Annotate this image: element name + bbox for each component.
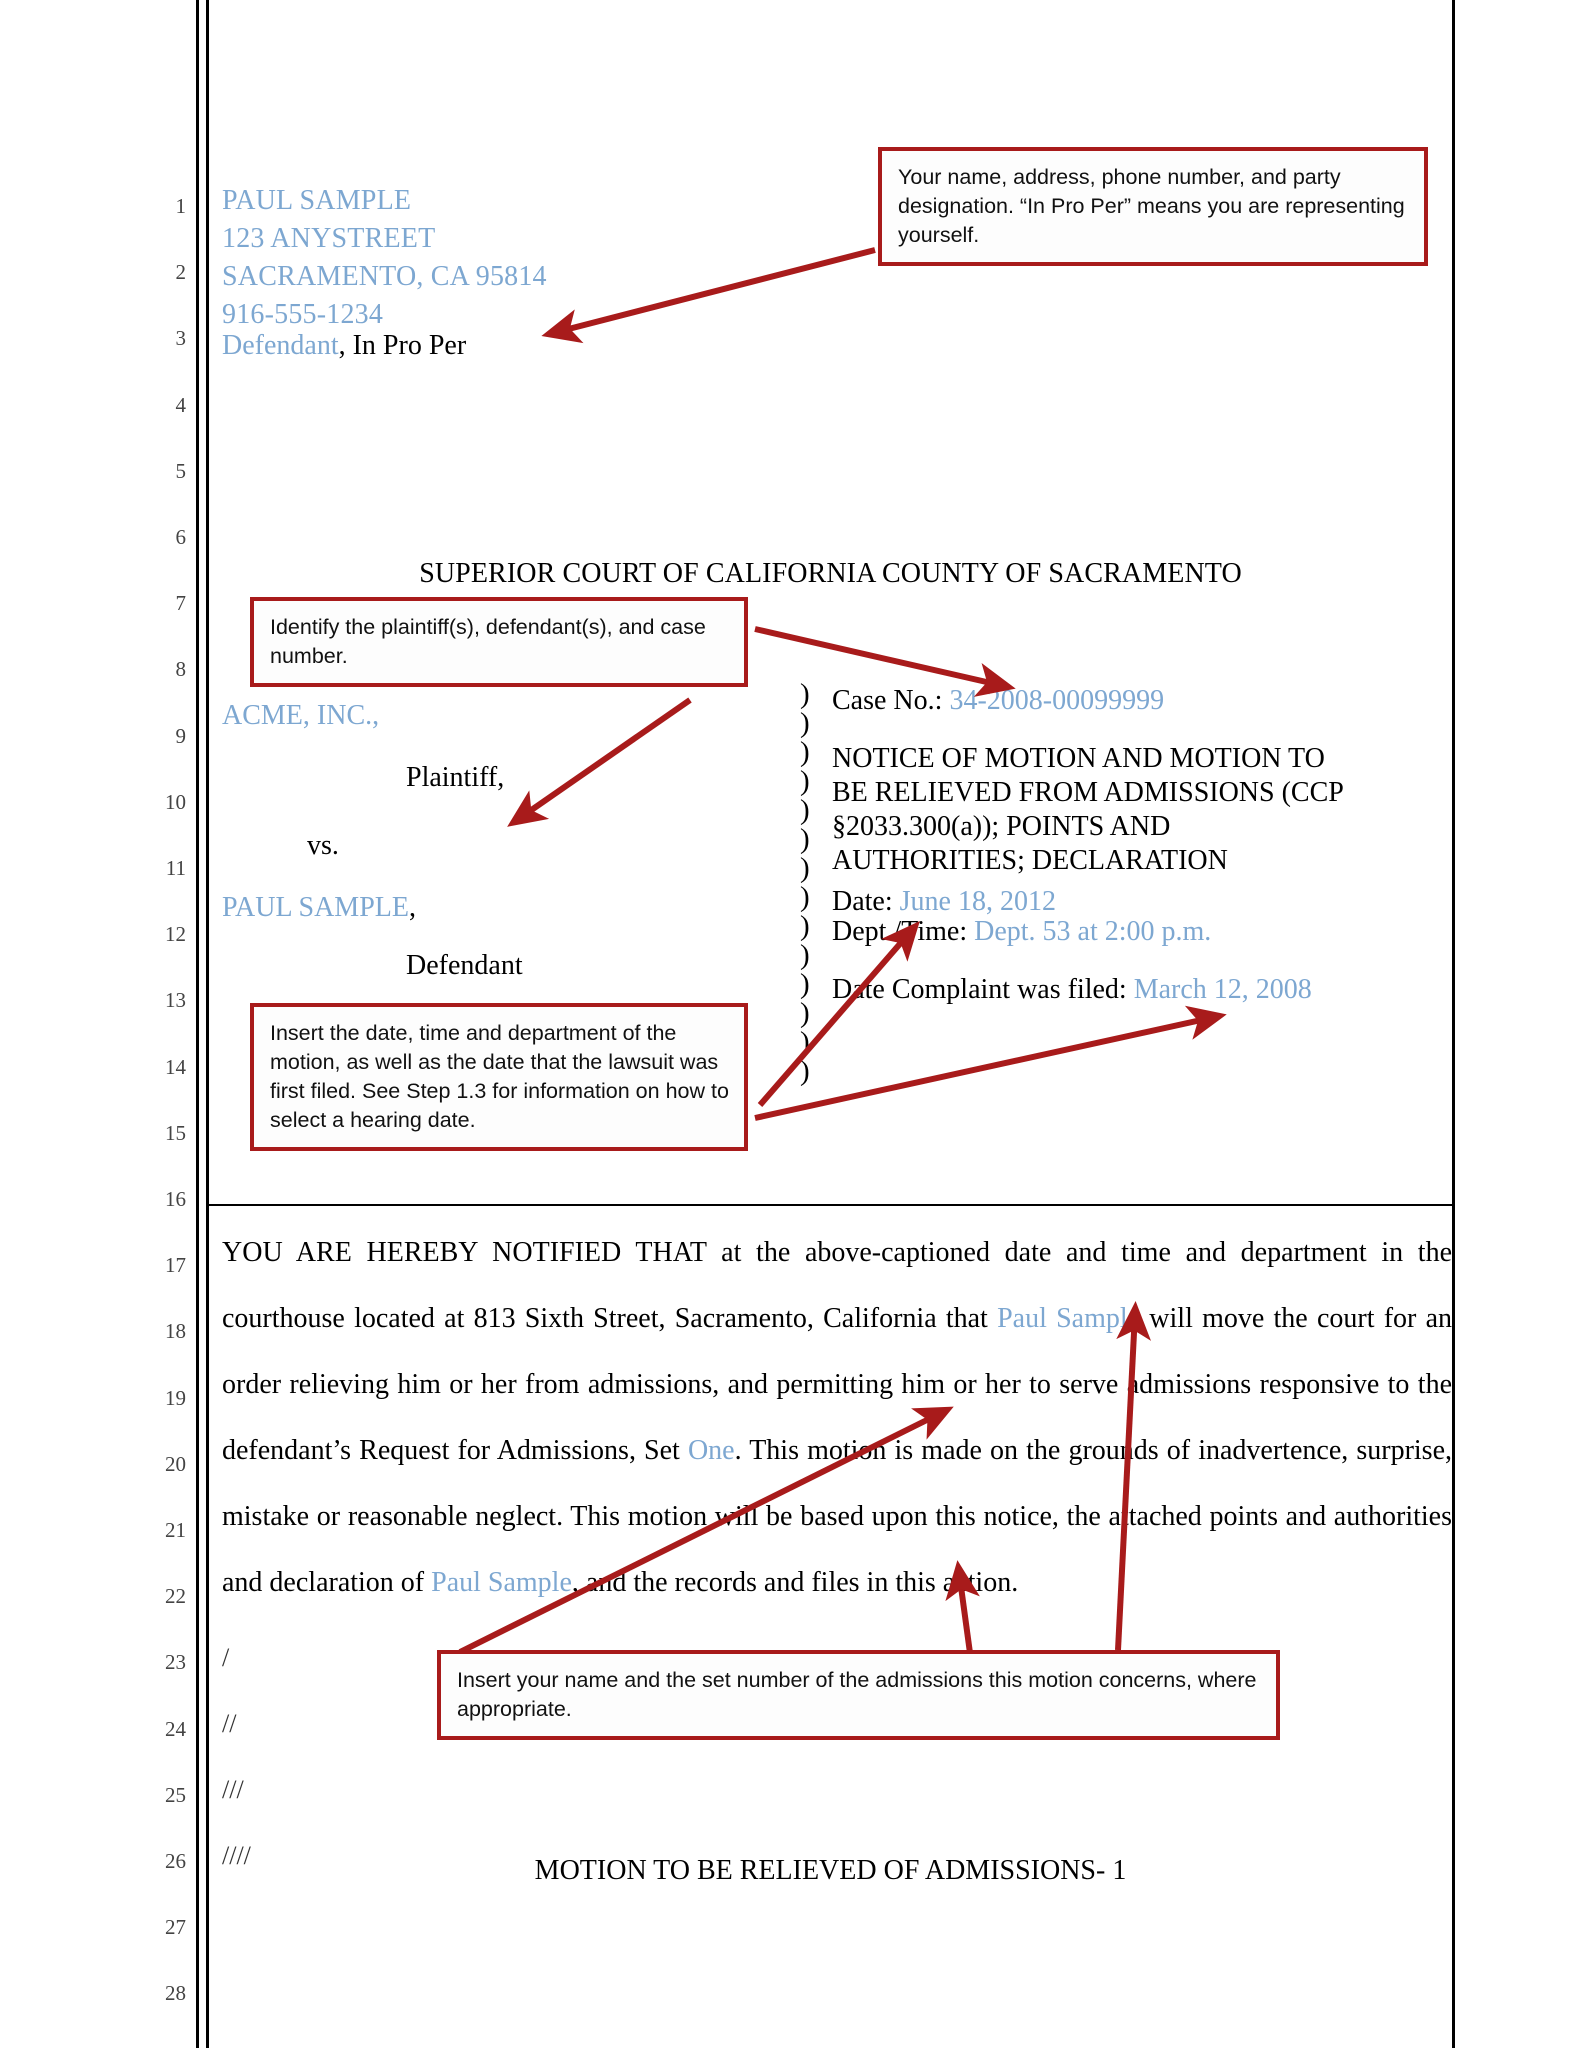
party-name: PAUL SAMPLE: [222, 185, 412, 216]
right-margin-rule: [1452, 0, 1455, 2048]
court-title: SUPERIOR COURT OF CALIFORNIA COUNTY OF SACRAMENTO: [419, 558, 1242, 589]
caption-paren: ): [800, 823, 810, 855]
arrow-to-hearing-date: [760, 930, 912, 1105]
line-number: 14: [165, 1054, 186, 1079]
line-number: 24: [165, 1716, 186, 1741]
arrow-to-party-block: [553, 250, 875, 333]
line-number: 3: [175, 326, 186, 351]
party-capacity: , In Pro Per: [338, 330, 467, 361]
line-number: 11: [165, 856, 186, 880]
continuation-mark: ////: [222, 1841, 251, 1870]
line-number: 28: [165, 1981, 186, 2006]
plaintiff-name: ACME, INC.,: [222, 700, 380, 731]
body-segment-2: will move the court for an order relieving him or her from admissions, and permitting him or her to serve admissions responsive to the defendant’s Request for Admissions, Set: [222, 1303, 1453, 1466]
caption-paren: ): [800, 736, 810, 768]
left-margin-rule-inner: [206, 0, 209, 2048]
line-number: 17: [165, 1253, 186, 1278]
continuation-mark: //: [222, 1709, 237, 1738]
line-number: 21: [165, 1518, 186, 1542]
line-number: 16: [165, 1187, 186, 1211]
line-number: 23: [165, 1650, 186, 1675]
complaint-filed-line: [832, 974, 1312, 1006]
arrow-to-complaint-filed: [755, 1017, 1215, 1118]
case-number-label: Case No.:: [832, 685, 950, 716]
movant-name: Paul Sample: [997, 1303, 1141, 1334]
document-title-line: AUTHORITIES; DECLARATION: [832, 845, 1228, 876]
line-number: 6: [175, 525, 186, 549]
caption-paren: ): [800, 1055, 810, 1087]
party-city-state-zip: SACRAMENTO, CA 95814: [222, 261, 547, 292]
annotation-identify-parties: Identify the plaintiff(s), defendant(s), and case number.: [250, 597, 748, 687]
line-number: 27: [165, 1915, 186, 1940]
declarant-name: Paul Sample: [431, 1567, 572, 1598]
document-title-block: [832, 742, 1344, 878]
arrow-to-parties: [517, 700, 690, 820]
caption-paren: ): [800, 939, 810, 971]
case-number-line: [832, 685, 1164, 717]
hearing-date-label: Date:: [832, 886, 900, 917]
document-title-line: §2033.300(a)); POINTS AND: [832, 811, 1171, 842]
admissions-set-number: One: [687, 1435, 735, 1466]
dept-time-label: Dept./Time:: [832, 916, 975, 947]
party-phone: 916-555-1234: [222, 299, 384, 330]
line-number: 4: [175, 392, 186, 417]
line-number: 19: [165, 1385, 186, 1410]
caption-paren: ): [800, 881, 810, 913]
line-number: 10: [165, 789, 186, 814]
hearing-date-value: June 18, 2012: [899, 886, 1056, 917]
line-number: 7: [175, 591, 186, 616]
defendant-name-comma: ,: [408, 892, 416, 923]
caption-paren-column: [800, 680, 810, 1086]
caption-paren: ): [800, 968, 810, 1000]
versus-label: vs.: [307, 830, 339, 861]
notice-body-paragraph: [222, 1220, 1452, 1616]
line-number: 22: [165, 1584, 186, 1609]
body-segment-1: YOU ARE HEREBY NOTIFIED THAT at the above-captioned date and time and department in the courthouse located at 813 Sixth Street, Sacramento, California that: [222, 1237, 1452, 1334]
caption-paren: ): [800, 678, 810, 710]
party-street: 123 ANYSTREET: [222, 223, 436, 254]
defendant-name: [222, 892, 416, 924]
party-designation-line: [222, 330, 466, 362]
plaintiff-role-label: Plaintiff,: [406, 762, 505, 793]
line-number: 13: [165, 988, 186, 1013]
annotation-name-address: Your name, address, phone number, and party designation. “In Pro Per” means you are representing yourself.: [878, 147, 1428, 266]
line-number: 20: [165, 1451, 186, 1476]
line-number: 25: [165, 1782, 186, 1807]
line-number: 9: [175, 723, 186, 748]
arrow-to-case-number: [755, 629, 1004, 686]
party-address-block: [222, 182, 547, 334]
defendant-role-label: Defendant: [406, 950, 523, 981]
caption-divider-rule: [209, 1204, 1452, 1206]
annotation-name-set-number: Insert your name and the set number of the admissions this motion concerns, where appropriate.: [437, 1650, 1280, 1740]
line-number: 1: [175, 194, 186, 218]
defendant-name-text: PAUL SAMPLE: [222, 892, 409, 923]
complaint-filed-value: March 12, 2008: [1133, 974, 1312, 1005]
caption-paren: ): [800, 794, 810, 826]
continuation-marks: [222, 1625, 251, 1889]
left-margin-rule-outer: [196, 0, 199, 2048]
line-number-column: [140, 0, 190, 2048]
line-number: 2: [175, 260, 186, 285]
annotation-date-dept: Insert the date, time and department of the motion, as well as the date that the lawsuit was first filed. See Step 1.3 for information on how to select a hearing date.: [250, 1003, 748, 1151]
line-number: 12: [165, 922, 186, 947]
caption-paren: ): [800, 765, 810, 797]
continuation-mark: ///: [222, 1775, 244, 1804]
complaint-filed-label: Date Complaint was filed:: [832, 974, 1134, 1005]
line-number: 8: [175, 657, 186, 682]
document-title-line: BE RELIEVED FROM ADMISSIONS (CCP: [832, 777, 1344, 808]
case-number-value: 34-2008-00099999: [949, 685, 1165, 716]
caption-paren: ): [800, 1026, 810, 1058]
hearing-date-line: [832, 886, 1056, 918]
line-number: 15: [165, 1120, 186, 1145]
document-title-line: NOTICE OF MOTION AND MOTION TO: [832, 743, 1325, 774]
caption-paren: ): [800, 997, 810, 1029]
line-number: 5: [175, 458, 186, 483]
line-number: 18: [165, 1319, 186, 1344]
caption-paren: ): [800, 910, 810, 942]
body-segment-4: , and the records and files in this action.: [571, 1567, 1019, 1598]
dept-time-value: Dept. 53 at 2:00 p.m.: [974, 916, 1212, 947]
body-segment-3: . This motion is made on the grounds of inadvertence, surprise, mistake or reasonable neglect. This motion will be based upon this notice, the attached points and authorities and declaration of: [222, 1435, 1452, 1598]
caption-paren: ): [800, 852, 810, 884]
page-footer: MOTION TO BE RELIEVED OF ADMISSIONS- 1: [534, 1855, 1127, 1886]
party-role: Defendant: [222, 330, 339, 361]
line-number: 26: [165, 1849, 186, 1873]
dept-time-line: [832, 916, 1211, 948]
continuation-mark: /: [222, 1643, 230, 1672]
caption-paren: ): [800, 707, 810, 739]
